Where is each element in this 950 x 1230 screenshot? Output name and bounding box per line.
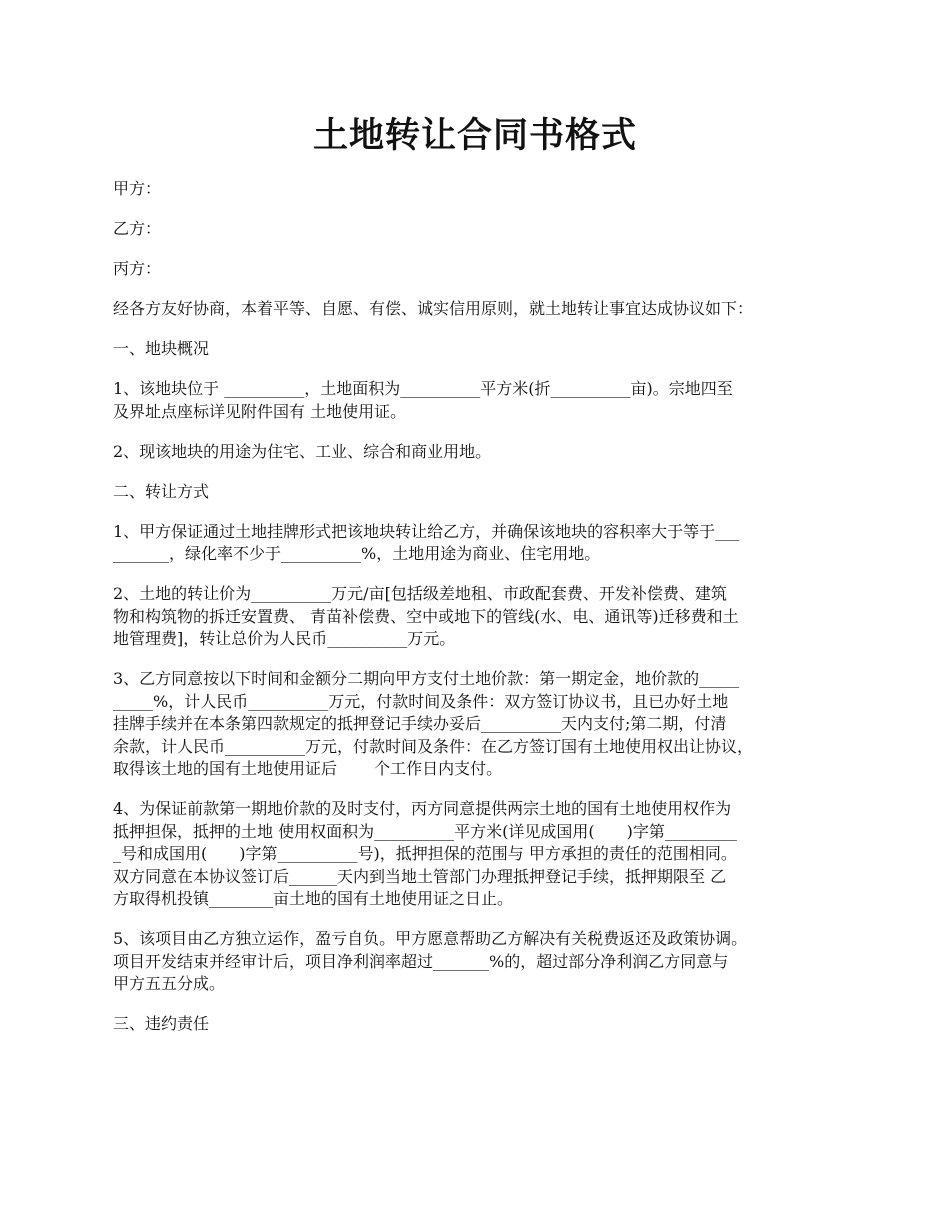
clause-transfer-price: 2、土地的转让价为__________万元/亩[包括级差地租、市政配套费、开发补偿费、建筑 物和构筑物的拆迁安置费、 青苗补偿费、空中或地下的管线(水、电、通讯等)迁移费和土 地管理费]，转让总价为人民币__________万元。: [113, 584, 739, 648]
document-body: [113, 178, 853, 1053]
clause-mortgage-guarantee: 4、为保证前款第一期地价款的及时支付，丙方同意提供两宗土地的国有土地使用权作为 抵押担保，抵押的土地 使用权面积为__________平方米(详见成国用( )字第_________ _号和成国用( )字第__________号)，抵押担保的范围与 甲方承担的责任的范围相同。 双方同意在本协议签订后______天内到当地土管部门办理抵押登记手续，抵押期限至 乙 方取得机投镇________亩土地的国有土地使用证之日止。: [113, 799, 737, 908]
section-heading-transfer-method: 二、转让方式: [113, 481, 210, 501]
clause-payment-schedule: 3、乙方同意按以下时间和金额分二期向甲方支付土地价款：第一期定金，地价款的_____ _____%，计人民币__________万元，付款时间及条件：双方签订协议书，且已办好土地 挂牌手续并在本条第四款规定的抵押登记手续办妥后__________天内支付;第二期，付清 余款，计人民币__________万元，付款时间及条件：在乙方签订国有土地使用权出让协议， 取得该土地的国有土地使用证后 个工作日内支付。: [113, 669, 754, 778]
party-b-line: 乙方：: [113, 219, 162, 238]
clause-listing-guarantee: 1、甲方保证通过土地挂牌形式把该地块转让给乙方，并确保该地块的容积率大于等于___ _______，绿化率不少于__________%，土地用途为商业、住宅用地。: [113, 521, 740, 563]
preamble-paragraph: 经各方友好协商，本着平等、自愿、有偿、诚实信用原则，就土地转让事宜达成协议如下：: [113, 299, 754, 318]
party-c-line: 丙方：: [113, 259, 162, 278]
clause-plot-location: 1、该地块位于 __________，土地面积为__________平方米(折__________亩)。宗地四至 及界址点座标详见附件国有 土地使用证。: [113, 379, 733, 421]
clause-profit-sharing: 5、该项目由乙方独立运作，盈亏自负。甲方愿意帮助乙方解决有关税费返还及政策协调。 项目开发结束并经审计后，项目净利润率超过_______%的，超过部分净利润乙方同意与 甲方五五分成。: [113, 929, 748, 993]
section-heading-liability: 三、违约责任: [113, 1014, 210, 1033]
party-a-line: 甲方：: [113, 179, 162, 198]
section-heading-plot-overview: 一、地块概况: [113, 339, 210, 358]
clause-plot-usage: 2、现该地块的用途为住宅、工业、综合和商业用地。: [113, 441, 492, 461]
document-title: 土地转让合同书格式: [312, 115, 637, 156]
